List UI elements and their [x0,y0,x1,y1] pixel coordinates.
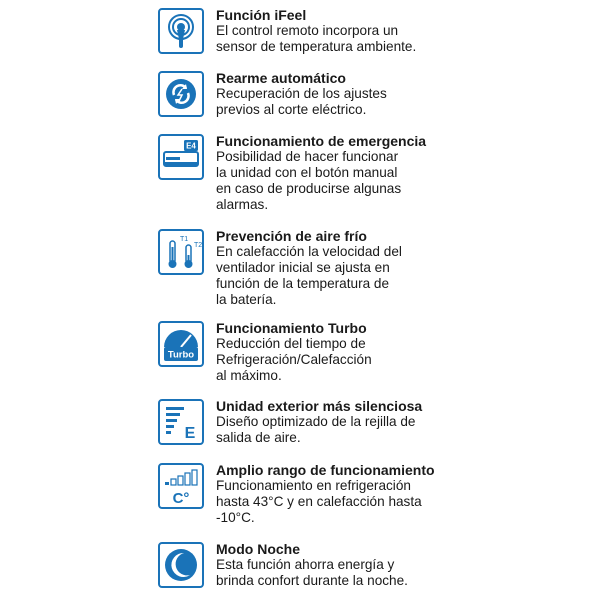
ifeel-sensor-icon [158,8,204,54]
feature-description: En calefacción la velocidad del ventilador inicial se ajusta en función de la temperatura de la batería. [216,244,402,307]
turbo-label: Turbo [167,349,195,361]
moon-icon [158,542,204,588]
feature-title: Amplio rango de funcionamiento [216,462,435,478]
feature-description: Recuperación de los ajustes previos al corte eléctrico. [216,86,387,117]
feature-description: Diseño optimizado de la rejilla de salida de aire. [216,414,416,445]
feature-description: Posibilidad de hacer funcionar la unidad con el botón manual en caso de producirse algunas alarmas. [216,149,402,212]
turbo-gauge-icon [158,321,204,367]
feature-title: Funcionamiento de emergencia [216,133,427,149]
t2-label: T2 [194,242,202,249]
e-label: E [184,425,196,442]
feature-title: Función iFeel [216,7,307,23]
feature-title: Prevención de aire frío [216,228,367,244]
feature-title: Modo Noche [216,541,300,557]
feature-title: Rearme automático [216,70,346,86]
celsius-label: C° [172,490,190,507]
feature-description: El control remoto incorpora un sensor de temperatura ambiente. [216,23,417,54]
feature-description: Funcionamiento en refrigeración hasta 43°C y en calefacción hasta -10°C. [216,478,422,525]
t1-label: T1 [180,236,189,243]
feature-description: Reducción del tiempo de Refrigeración/Calefacción al máximo. [216,336,372,383]
auto-restart-icon [158,71,204,117]
feature-description: Esta función ahorra energía y brinda confort durante la noche. [216,557,408,588]
range-icon [158,463,204,509]
feature-title: Funcionamiento Turbo [216,320,367,336]
thermometers-icon [158,229,204,275]
quiet-outdoor-icon [158,399,204,445]
emergency-icon [158,134,204,180]
e4-label: E4 [186,141,196,151]
feature-title: Unidad exterior más silenciosa [216,398,423,414]
